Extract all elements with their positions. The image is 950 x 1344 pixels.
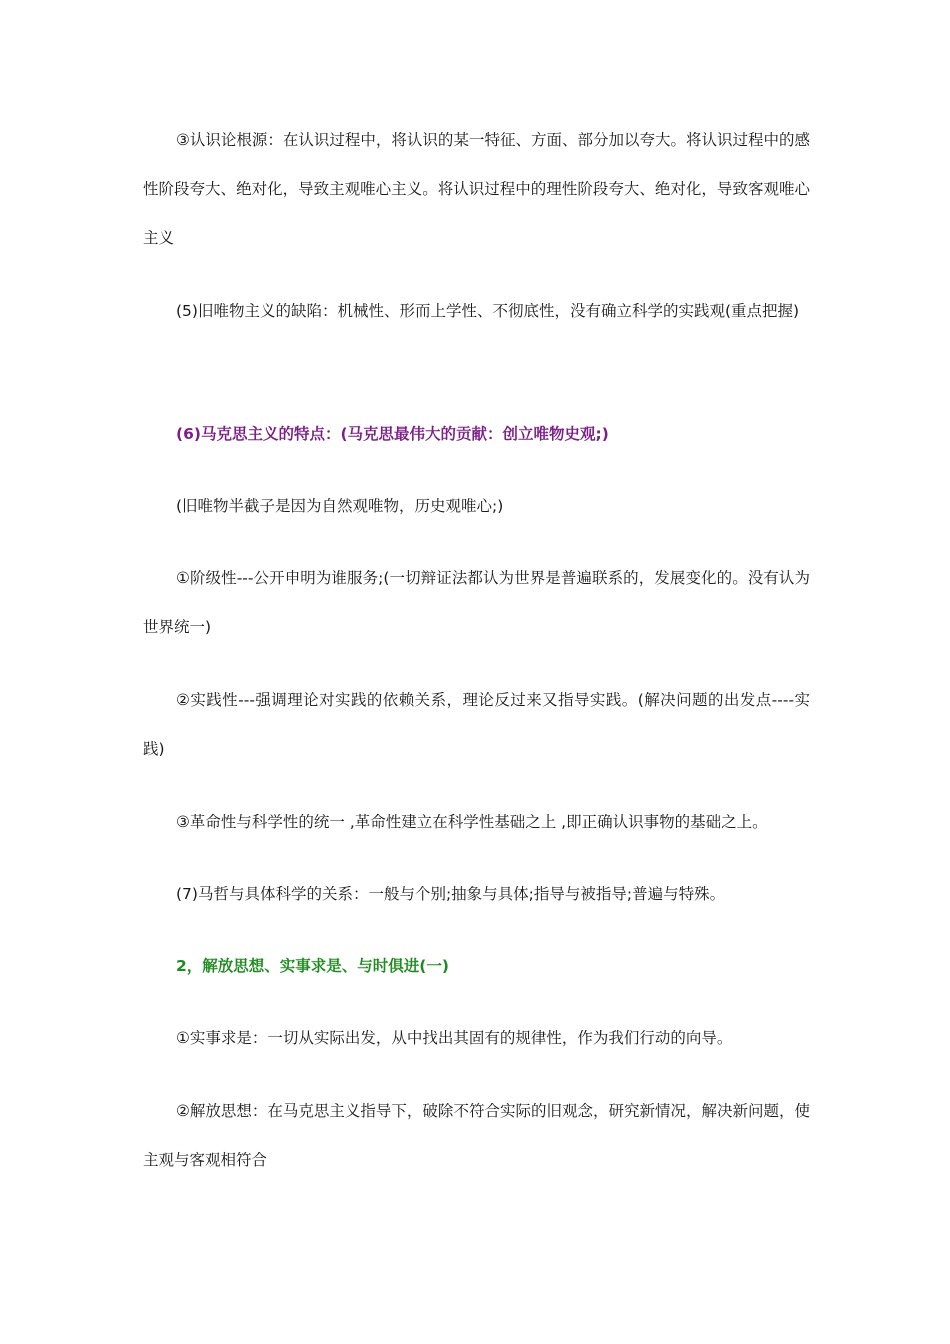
paragraph-class-nature: ①阶级性---公开申明为谁服务;(一切辩证法都认为世界是普遍联系的，发展变化的。没有认为世界统一) xyxy=(143,569,810,636)
paragraph-seek-truth-from-facts: ①实事求是：一切从实际出发，从中找出其固有的规律性，作为我们行动的向导。 xyxy=(176,1029,733,1047)
paragraph-revolution-science-unity: ③革命性与科学性的统一 ,革命性建立在科学性基础之上 ,即正确认识事物的基础之上。 xyxy=(176,813,768,831)
paragraph-half-materialism: (旧唯物半截子是因为自然观唯物，历史观唯心;) xyxy=(176,497,504,515)
paragraph-epistemological-roots: ③认识论根源：在认识过程中，将认识的某一特征、方面、部分加以夸大。将认识过程中的感性阶段夸大、绝对化，导致主观唯心主义。将认识过程中的理性阶段夸大、绝对化，导致客观唯心主义 xyxy=(143,131,810,247)
heading-marxism-features: (6)马克思主义的特点：(马克思最伟大的贡献：创立唯物史观;) xyxy=(176,425,609,443)
paragraph-philosophy-science-relation: (7)马哲与具体科学的关系：一般与个别;抽象与具体;指导与被指导;普遍与特殊。 xyxy=(176,885,726,903)
paragraph-practicality: ②实践性---强调理论对实践的依赖关系，理论反过来又指导实践。(解决问题的出发点----实践) xyxy=(143,691,810,758)
heading-emancipate-mind: 2，解放思想、实事求是、与时俱进(一) xyxy=(176,957,449,975)
paragraph-emancipate-mind: ②解放思想：在马克思主义指导下，破除不符合实际的旧观念，研究新情况，解决新问题，使主观与客观相符合 xyxy=(143,1102,810,1169)
paragraph-old-materialism-defects: (5)旧唯物主义的缺陷：机械性、形而上学性、不彻底性，没有确立科学的实践观(重点把握) xyxy=(176,302,800,320)
